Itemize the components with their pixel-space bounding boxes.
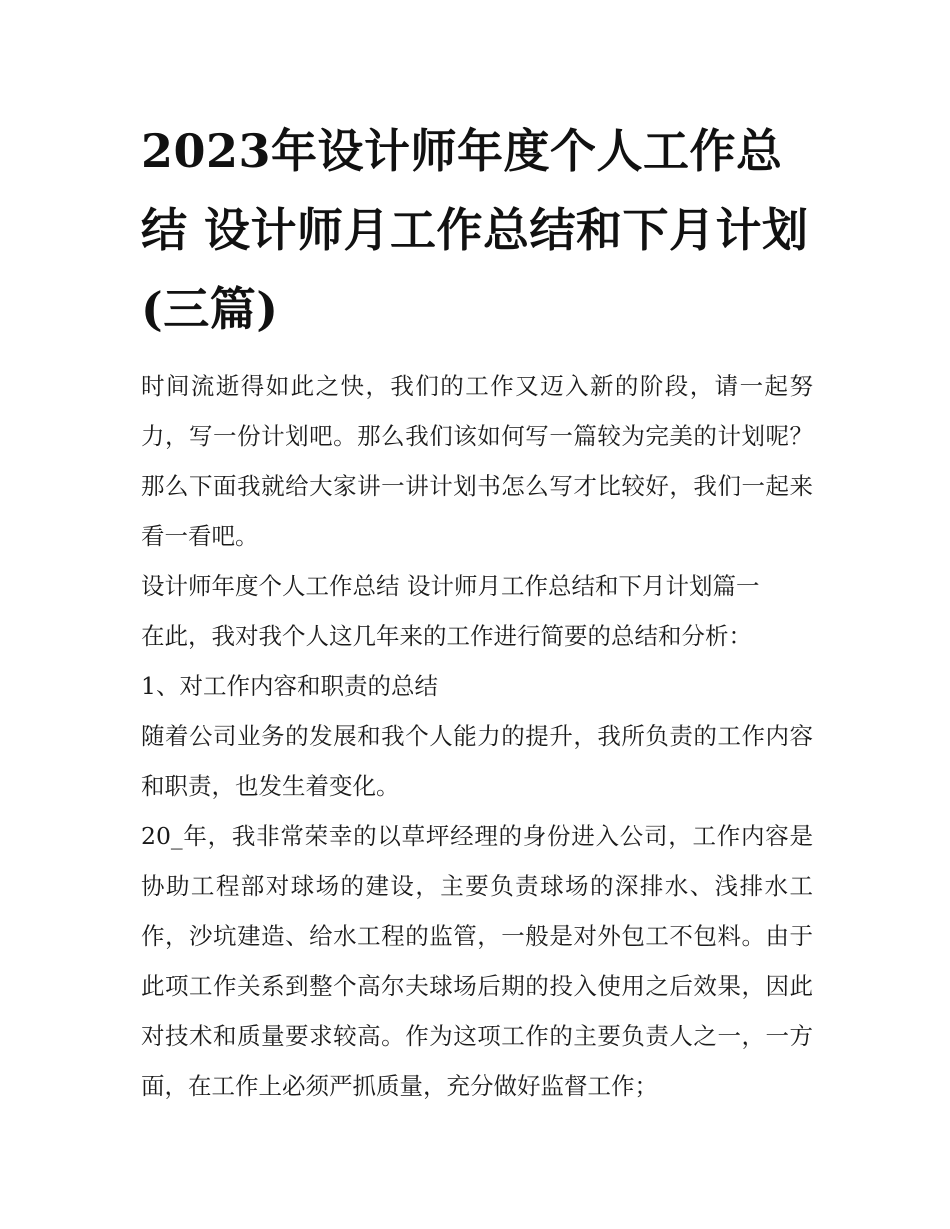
summary-intro-paragraph: 在此，我对我个人这几年来的工作进行简要的总结和分析： <box>141 622 752 650</box>
subsection-heading: 1、对工作内容和职责的总结 <box>141 672 438 700</box>
responsibility-paragraph: 随着公司业务的发展和我个人能力的提升，我所负责的工作内容和职责，也发生着变化。 <box>141 722 813 800</box>
intro-paragraph: 时间流逝得如此之快，我们的工作又迈入新的阶段，请一起努力，写一份计划吧。那么我们该如何写一篇较为完美的计划呢？那么下面我就给大家讲一讲计划书怎么写才比较好，我们一起来看一看吧。 <box>141 372 813 550</box>
work-history-paragraph: 20_年，我非常荣幸的以草坪经理的身份进入公司，工作内容是协助工程部对球场的建设，主要负责球场的深排水、浅排水工作，沙坑建造、给水工程的监管，一般是对外包工不包料。由于此项工作关系到整个高尔夫球场后期的投入使用之后效果，因此对技术和质量要求较高。作为这项工作的主要负责人之一，一方面，在工作上必须严抓质量，充分做好监督工作； <box>141 822 813 1100</box>
document-body <box>141 361 813 1111</box>
section-heading: 设计师年度个人工作总结 设计师月工作总结和下月计划篇一 <box>141 572 760 600</box>
document-content <box>141 112 813 1111</box>
document-title: 2023年设计师年度个人工作总结 设计师月工作总结和下月计划(三篇) <box>141 124 809 336</box>
